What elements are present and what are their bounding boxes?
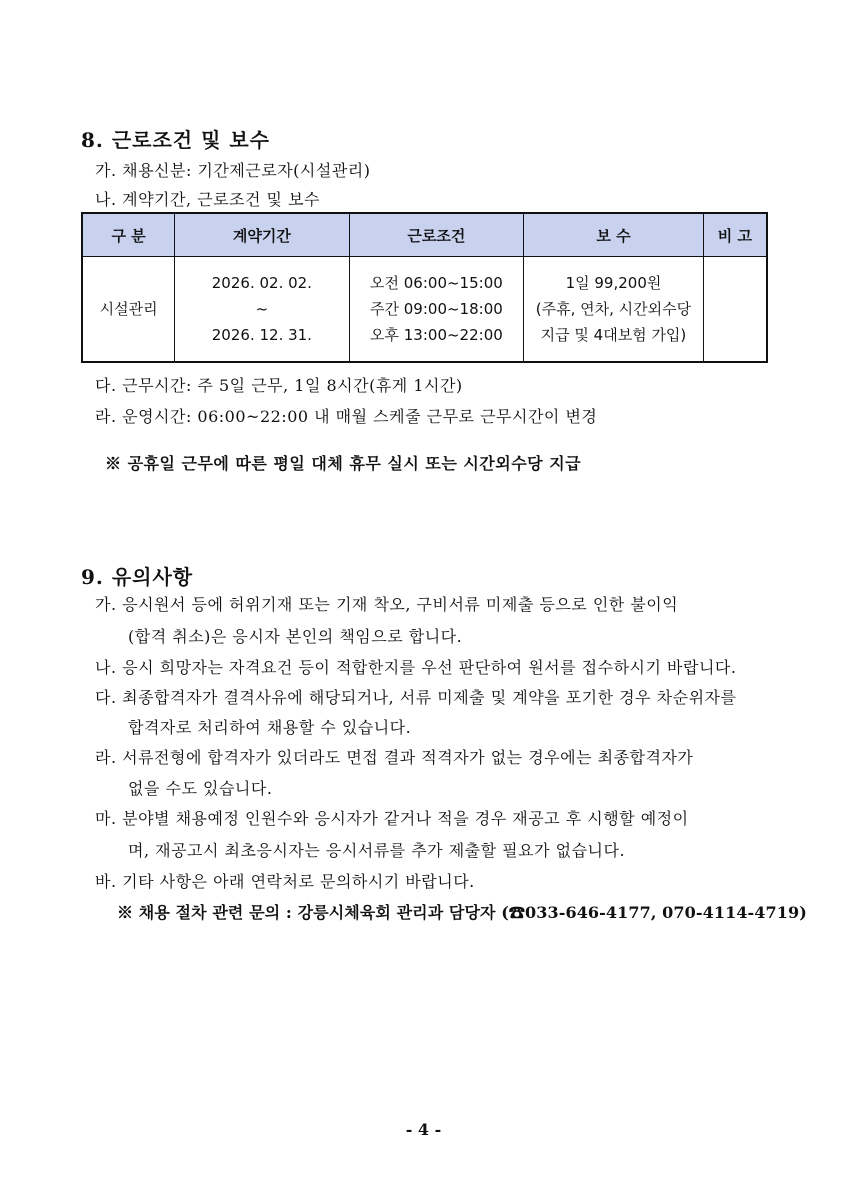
page-number: - 4 - — [405, 1120, 442, 1139]
notice-item-ra-cont: 없을 수도 있습니다. — [128, 779, 273, 798]
notice-item-na: 나. 응시 희망자는 자격요건 등이 적합한지를 우선 판단하여 원서를 접수하시기 바랍니다. — [95, 658, 737, 677]
period-end: 2026. 12. 31. — [211, 326, 312, 344]
cell-remarks — [703, 257, 767, 363]
period-tilde: ~ — [255, 300, 269, 318]
pay-detail-2: 지급 및 4대보험 가입) — [540, 326, 687, 344]
shift-afternoon: 오후 13:00~22:00 — [370, 326, 503, 344]
header-conditions: 근로조건 — [349, 213, 524, 257]
notice-item-da-cont: 합격자로 처리하여 채용할 수 있습니다. — [128, 718, 412, 737]
header-category: 구 분 — [82, 213, 175, 257]
cell-period — [175, 257, 349, 363]
header-pay: 보 수 — [524, 213, 703, 257]
working-hours: 다. 근무시간: 주 5일 근무, 1일 8시간(휴게 1시간) — [95, 376, 463, 395]
contact-note: ※ 채용 절차 관련 문의 : 강릉시체육회 관리과 담당자 (☎033-646-4177, 070-4114-4719) — [117, 903, 807, 922]
section-9-title: 9. 유의사항 — [81, 565, 194, 589]
notice-item-ra: 라. 서류전형에 합격자가 있더라도 면접 결과 적격자가 없는 경우에는 최종합격자가 — [95, 748, 694, 767]
operating-hours: 라. 운영시간: 06:00~22:00 내 매월 스케줄 근무로 근무시간이 변경 — [95, 407, 598, 426]
shift-day: 주간 09:00~18:00 — [370, 300, 503, 318]
cell-category: 시설관리 — [82, 257, 175, 363]
contract-heading: 나. 계약기간, 근로조건 및 보수 — [95, 190, 320, 209]
shift-morning: 오전 06:00~15:00 — [370, 274, 503, 292]
header-period: 계약기간 — [175, 213, 349, 257]
notice-item-ga: 가. 응시원서 등에 허위기재 또는 기재 착오, 구비서류 미제출 등으로 인한 불이익 — [95, 595, 679, 614]
cell-pay — [524, 257, 703, 363]
table-row — [82, 257, 767, 363]
notice-item-ma-cont: 며, 재공고시 최초응시자는 응시서류를 추가 제출할 필요가 없습니다. — [128, 841, 626, 860]
cell-conditions — [349, 257, 524, 363]
table-header-row — [82, 213, 767, 257]
terms-table — [81, 212, 768, 363]
holiday-note: ※ 공휴일 근무에 따른 평일 대체 휴무 실시 또는 시간외수당 지급 — [105, 454, 582, 473]
pay-detail-1: (주휴, 연차, 시간외수당 — [535, 300, 692, 318]
period-start: 2026. 02. 02. — [211, 274, 312, 292]
notice-item-ga-cont: (합격 취소)은 응시자 본인의 책임으로 합니다. — [128, 627, 463, 646]
notice-item-da: 다. 최종합격자가 결격사유에 해당되거나, 서류 미제출 및 계약을 포기한 경우 차순위자를 — [95, 688, 737, 707]
notice-item-ma: 마. 분야별 채용예정 인원수와 응시자가 같거나 적을 경우 재공고 후 시행할 예정이 — [95, 809, 689, 828]
section-8-title: 8. 근로조건 및 보수 — [81, 128, 271, 152]
header-remarks: 비 고 — [703, 213, 767, 257]
notice-item-ba: 바. 기타 사항은 아래 연락처로 문의하시기 바랍니다. — [95, 872, 475, 891]
pay-daily: 1일 99,200원 — [565, 274, 662, 292]
employment-status: 가. 채용신분: 기간제근로자(시설관리) — [95, 161, 371, 180]
